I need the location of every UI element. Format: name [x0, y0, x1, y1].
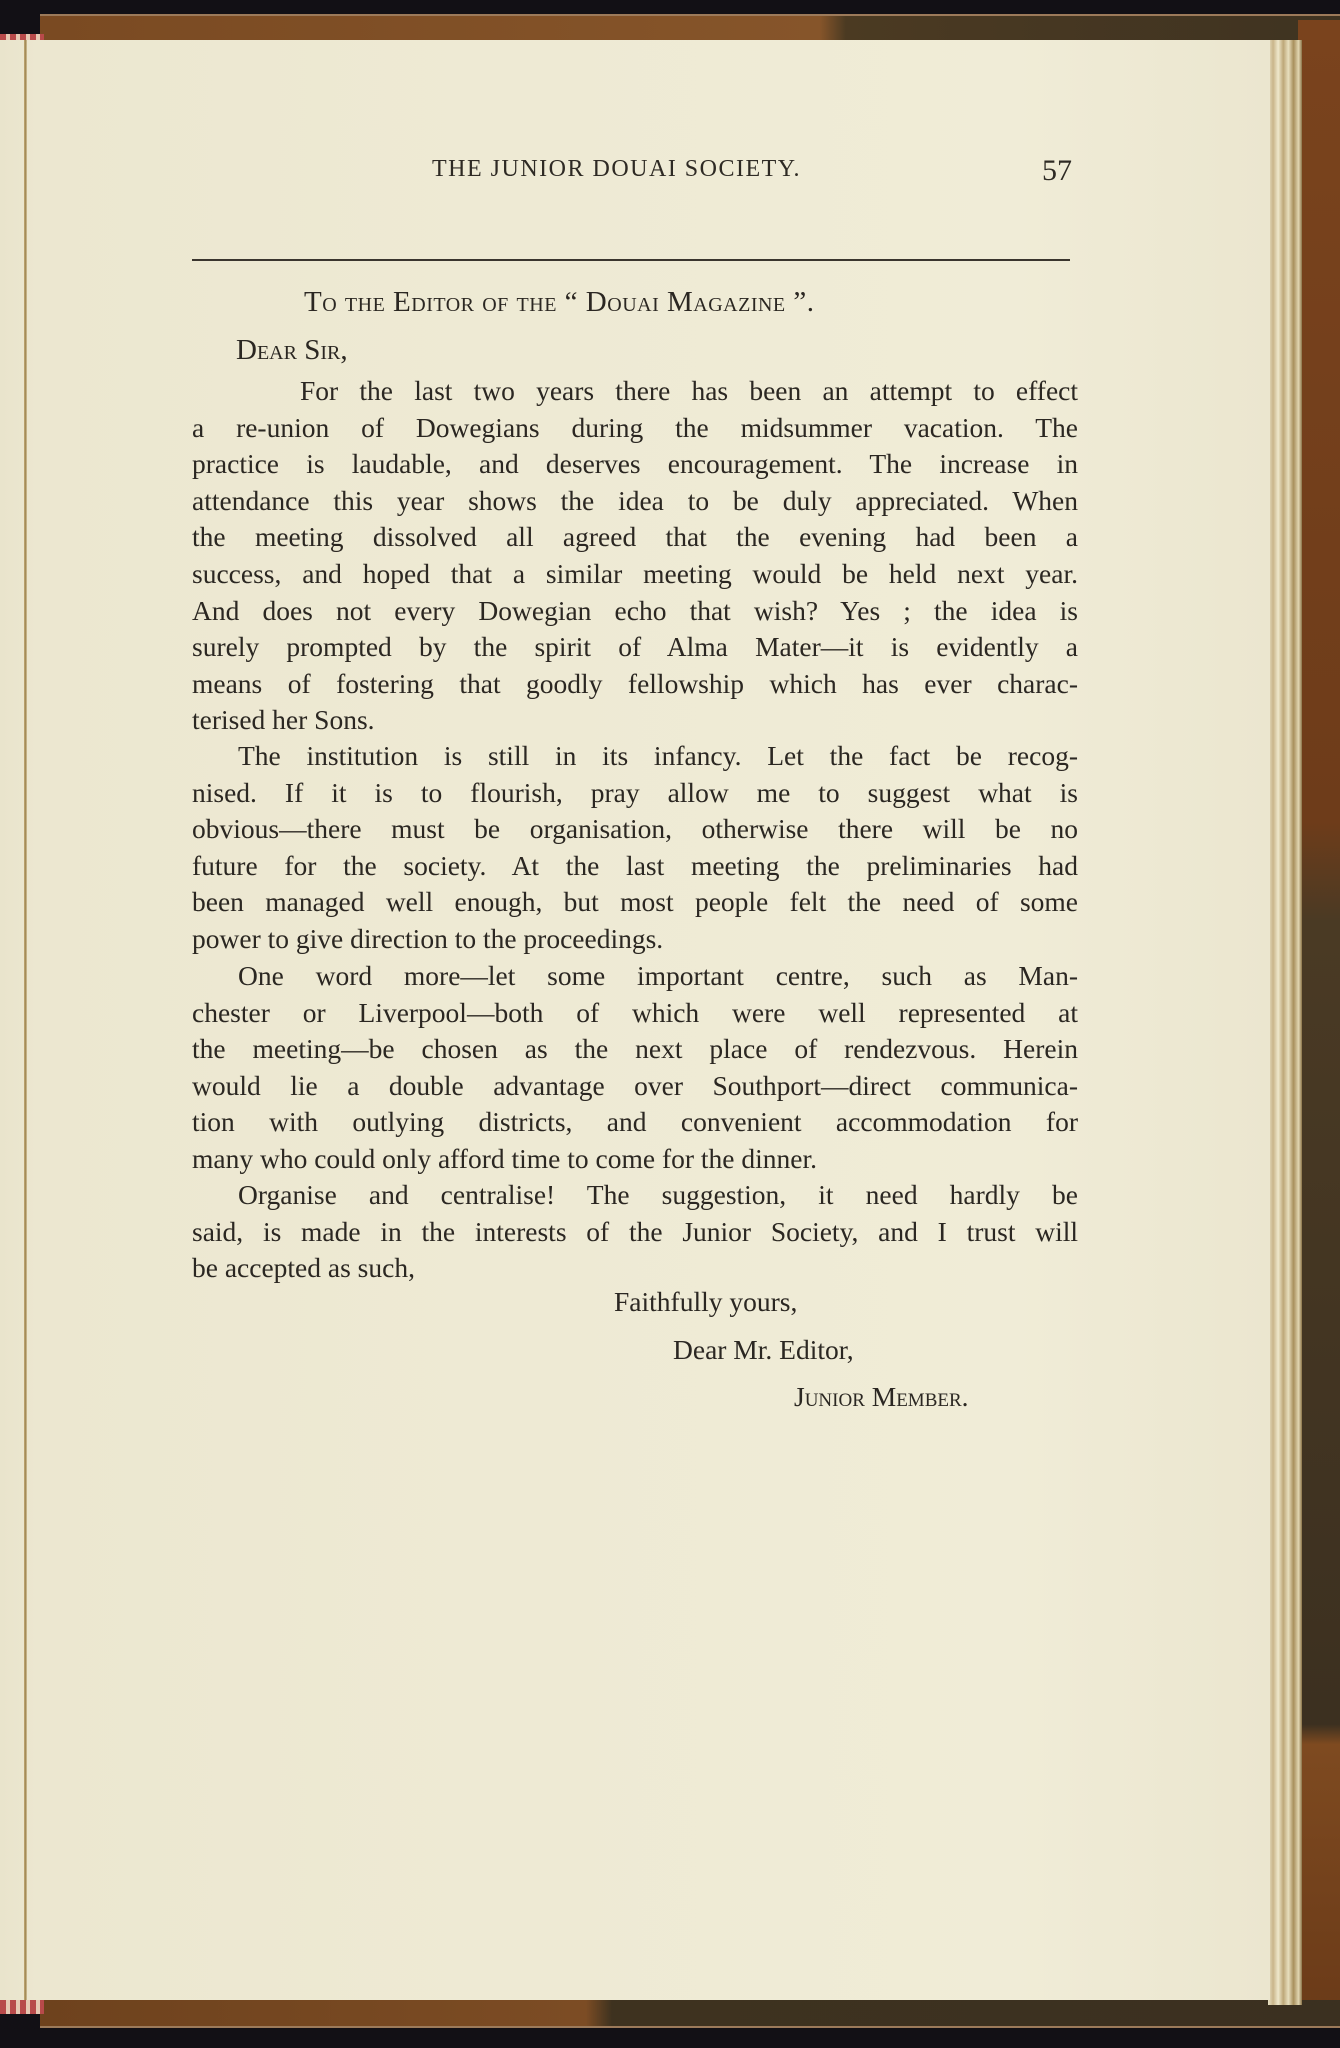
- book-cover-bottom-edge: [40, 2000, 1340, 2028]
- text-line: said, is made in the interests of the Junior Society, and I trust will: [192, 1215, 1078, 1247]
- text-line: would lie a double advantage over Southport—direct communica-: [192, 1069, 1078, 1101]
- text-line: practice is laudable, and deserves encouragement. The increase in: [192, 448, 1078, 480]
- text-line: tion with outlying districts, and convenient accommodation for: [192, 1106, 1078, 1138]
- page-number: 57: [1042, 154, 1072, 187]
- letter-heading: To the Editor of the “ Douai Magazine ”.: [304, 286, 815, 318]
- text-line: One word more—let some important centre, such as Man-: [238, 960, 1078, 991]
- gutter-fold: [24, 40, 27, 2000]
- valediction: Faithfully yours,: [614, 1286, 798, 1317]
- text-line: many who could only afford time to come for the dinner.: [192, 1142, 817, 1174]
- headband-bottom: [0, 2000, 44, 2014]
- text-line: means of fostering that goodly fellowship which has ever charac-: [192, 667, 1078, 699]
- book-cover-fore-edge: [1298, 20, 1340, 2025]
- text-line: success, and hoped that a similar meeting would be held next year.: [192, 557, 1078, 589]
- signature: Junior Member.: [794, 1381, 969, 1412]
- paragraph-3: [192, 958, 1078, 1178]
- closing-address: Dear Mr. Editor,: [673, 1334, 854, 1365]
- running-title: THE JUNIOR DOUAI SOCIETY.: [432, 156, 802, 182]
- text-line: nised. If it is to flourish, pray allow me to suggest what is: [192, 776, 1078, 808]
- header-rule: [192, 259, 1070, 261]
- paragraph-1: [192, 373, 1078, 739]
- text-line: The institution is still in its infancy. Let the fact be recog-: [238, 740, 1078, 771]
- text-line: For the last two years there has been an attempt to effect: [300, 375, 1078, 406]
- text-line: terised her Sons.: [192, 704, 375, 736]
- salutation: Dear Sir,: [236, 334, 348, 366]
- text-line: And does not every Dowegian echo that wish? Yes ; the idea is: [192, 594, 1078, 626]
- paragraph-2: [192, 738, 1078, 958]
- running-head: [192, 156, 1072, 196]
- paragraph-4: [192, 1177, 1078, 1287]
- text-line: the meeting dissolved all agreed that the evening had been a: [192, 521, 1078, 553]
- text-line: chester or Liverpool—both of which were well represented at: [192, 996, 1078, 1028]
- text-line: a re-union of Dowegians during the midsummer vacation. The: [192, 411, 1078, 443]
- page-block-edges: [1268, 40, 1302, 2005]
- text-line: future for the society. At the last meeting the preliminaries had: [192, 849, 1078, 881]
- text-line: attendance this year shows the idea to be duly appreciated. When: [192, 484, 1078, 516]
- text-line: surely prompted by the spirit of Alma Mater—it is evidently a: [192, 631, 1078, 663]
- text-line: been managed well enough, but most people felt the need of some: [192, 886, 1078, 918]
- text-line: obvious—there must be organisation, otherwise there will be no: [192, 813, 1078, 845]
- text-line: power to give direction to the proceedings.: [192, 922, 664, 954]
- text-line: the meeting—be chosen as the next place of rendezvous. Herein: [192, 1033, 1078, 1065]
- text-line: be accepted as such,: [192, 1252, 415, 1284]
- text-line: Organise and centralise! The suggestion, it need hardly be: [238, 1179, 1078, 1210]
